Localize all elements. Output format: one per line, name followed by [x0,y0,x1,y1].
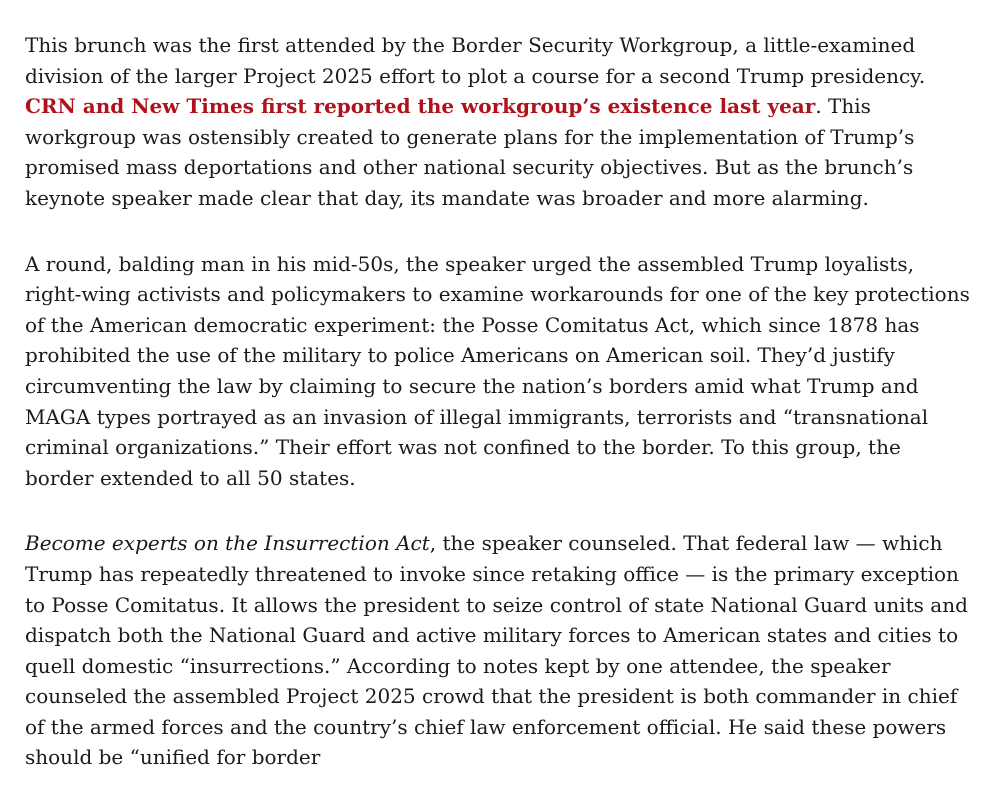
paragraph-insurrection-act [25,528,975,773]
paragraph-speaker [25,249,975,494]
article-body [25,30,975,808]
emphasis-text: Become experts on the Insurrection Act [25,531,430,555]
paragraph-text: This brunch was the first attended by the Border Security Workgroup, a little-examined division of the larger Project 2025 effort to plot a course for a second Trump presidency. [25,33,925,88]
workgroup-report-link[interactable]: CRN and New Times first reported the workgroup’s existence last year [25,94,815,118]
paragraph-text: A round, balding man in his mid-50s, the speaker urged the assembled Trump loyalists, right-wing activists and policymakers to examine workarounds for one of the key protections of the American democratic experiment: the Posse Comitatus Act, which since 1878 has prohibited the use of the military to police Americans on American soil. They’d justify circumventing the law by claiming to secure the nation’s borders amid what Trump and MAGA types portrayed as an invasion of illegal immigrants, terrorists and “transnational criminal organizations.” Their effort was not confined to the border. To this group, the border extended to all 50 states. [25,252,970,490]
paragraph-text: , the speaker counseled. That federal law — which Trump has repeatedly threatened to invoke since retaking office — is the primary exception to Posse Comitatus. It allows the president to seize control of state National Guard units and dispatch both the National Guard and active military forces to American states and cities to quell domestic “insurrections.” According to notes kept by one attendee, the speaker counseled the assembled Project 2025 crowd that the president is both commander in chief of the armed forces and the country’s chief law enforcement official. He said these powers should be “unified for border [25,531,968,769]
paragraph-text: . This workgroup was ostensibly created to generate plans for the implementation of Trump’s promised mass deportations and other national security objectives. But as the brunch’s keynote speaker made clear that day, its mandate was broader and more alarming. [25,94,914,210]
paragraph-brunch [25,30,975,214]
